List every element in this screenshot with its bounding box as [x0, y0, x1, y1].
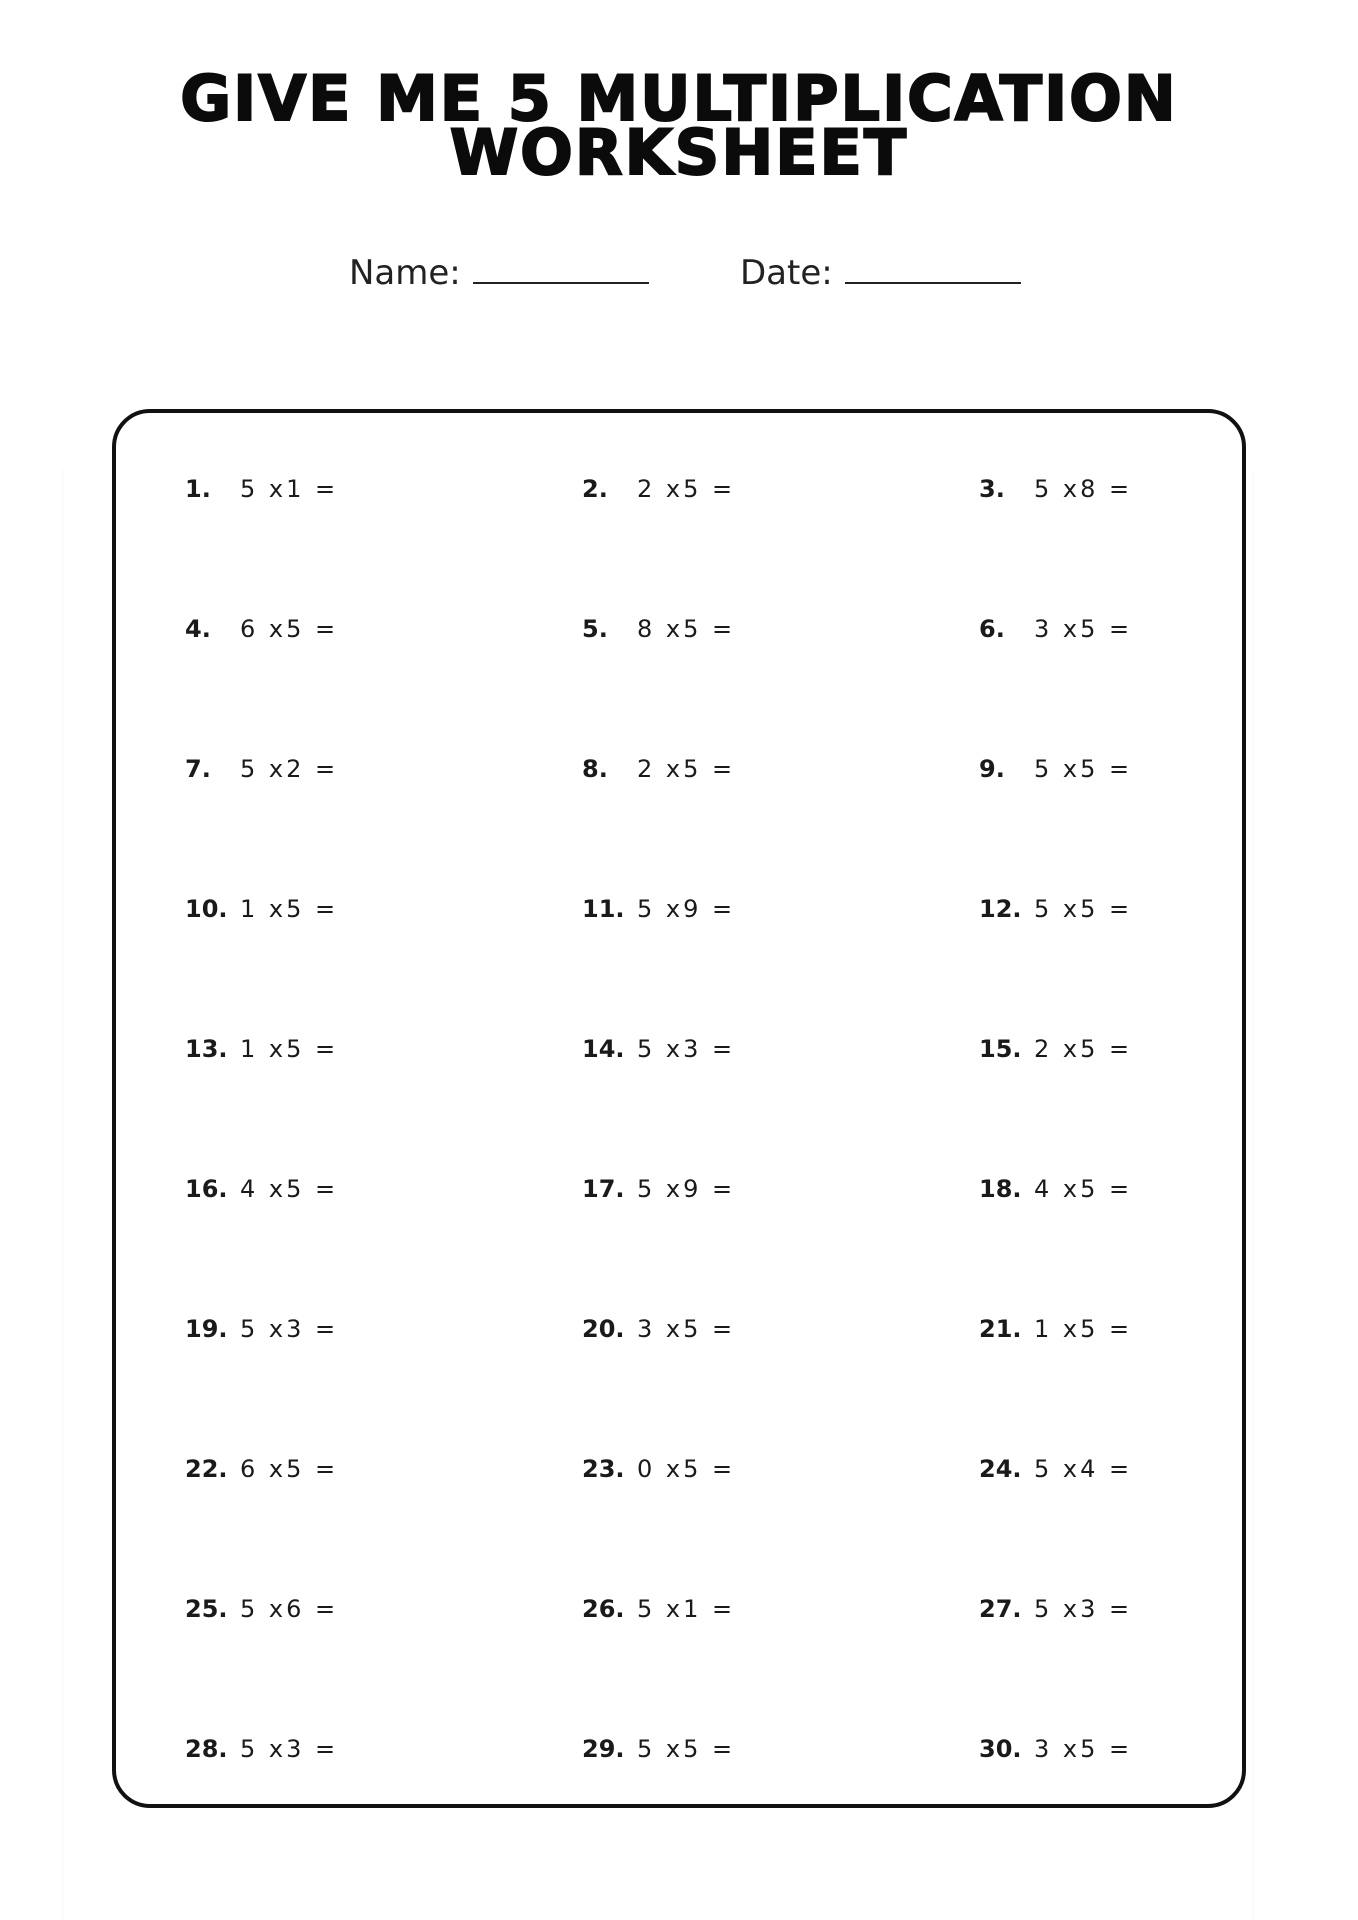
problem-expression: 5 x2 =: [240, 755, 339, 783]
problem-number: 5.: [582, 615, 608, 643]
problem-expression: 5 x1 =: [637, 1595, 736, 1623]
problem-expression: 5 x3 =: [637, 1035, 736, 1063]
problem-item: [979, 1314, 1132, 1344]
student-info-fields: [0, 252, 1358, 298]
problem-item: [185, 1034, 338, 1064]
problem-number: 24.: [979, 1455, 1022, 1483]
problem-number: 9.: [979, 755, 1005, 783]
date-field[interactable]: [740, 252, 1021, 293]
page-edge-left: [62, 470, 64, 1920]
problem-item: [979, 1734, 1132, 1764]
problem-item: [185, 474, 338, 504]
problem-item: [979, 1454, 1132, 1484]
problem-item: [979, 1034, 1132, 1064]
problem-item: [979, 474, 1132, 504]
problem-number: 27.: [979, 1595, 1022, 1623]
problem-number: 13.: [185, 1035, 228, 1063]
page-edge-right: [1252, 470, 1254, 1920]
problem-expression: 4 x5 =: [240, 1175, 339, 1203]
problem-expression: 4 x5 =: [1034, 1175, 1133, 1203]
problem-expression: 1 x5 =: [240, 1035, 339, 1063]
problem-item: [582, 1734, 735, 1764]
problem-item: [979, 754, 1132, 784]
problem-item: [185, 1454, 338, 1484]
problem-expression: 6 x5 =: [240, 1455, 339, 1483]
problem-expression: 5 x5 =: [1034, 895, 1133, 923]
problem-expression: 2 x5 =: [1034, 1035, 1133, 1063]
problem-expression: 3 x5 =: [637, 1315, 736, 1343]
problem-expression: 5 x9 =: [637, 1175, 736, 1203]
problem-item: [185, 614, 338, 644]
problem-item: [582, 1034, 735, 1064]
problem-number: 28.: [185, 1735, 228, 1763]
problem-number: 25.: [185, 1595, 228, 1623]
problem-number: 12.: [979, 895, 1022, 923]
problem-expression: 5 x4 =: [1034, 1455, 1133, 1483]
problem-item: [185, 1174, 338, 1204]
problem-expression: 5 x3 =: [1034, 1595, 1133, 1623]
problem-expression: 5 x3 =: [240, 1735, 339, 1763]
problem-item: [582, 1174, 735, 1204]
problem-item: [582, 1314, 735, 1344]
name-blank-line[interactable]: [473, 252, 649, 284]
problem-item: [582, 754, 735, 784]
problem-number: 30.: [979, 1735, 1022, 1763]
problem-expression: 5 x5 =: [637, 1735, 736, 1763]
problem-number: 3.: [979, 475, 1005, 503]
problem-number: 2.: [582, 475, 608, 503]
problem-expression: 5 x9 =: [637, 895, 736, 923]
problem-expression: 8 x5 =: [637, 615, 736, 643]
problem-number: 11.: [582, 895, 625, 923]
problem-number: 17.: [582, 1175, 625, 1203]
problem-expression: 0 x5 =: [637, 1455, 736, 1483]
problem-number: 14.: [582, 1035, 625, 1063]
title-line-1: GIVE ME 5 MULTIPLICATION: [180, 62, 1178, 135]
title-line-2: WORKSHEET: [449, 116, 909, 189]
problem-item: [582, 614, 735, 644]
problem-expression: 5 x6 =: [240, 1595, 339, 1623]
problem-item: [582, 474, 735, 504]
problem-item: [185, 1734, 338, 1764]
problem-item: [185, 754, 338, 784]
date-blank-line[interactable]: [845, 252, 1021, 284]
problem-number: 10.: [185, 895, 228, 923]
problem-expression: 5 x1 =: [240, 475, 339, 503]
problem-number: 19.: [185, 1315, 228, 1343]
problem-number: 7.: [185, 755, 211, 783]
problem-number: 1.: [185, 475, 211, 503]
problem-expression: 2 x5 =: [637, 475, 736, 503]
problem-item: [979, 894, 1132, 924]
worksheet-title: [0, 62, 1358, 189]
problem-item: [185, 894, 338, 924]
name-field[interactable]: [349, 252, 649, 293]
problem-number: 18.: [979, 1175, 1022, 1203]
problem-item: [582, 1454, 735, 1484]
problem-item: [185, 1594, 338, 1624]
date-label: Date:: [740, 253, 833, 293]
problem-item: [979, 1174, 1132, 1204]
problem-number: 16.: [185, 1175, 228, 1203]
problem-number: 22.: [185, 1455, 228, 1483]
problem-expression: 5 x8 =: [1034, 475, 1133, 503]
problem-number: 4.: [185, 615, 211, 643]
problem-number: 29.: [582, 1735, 625, 1763]
problem-expression: 1 x5 =: [240, 895, 339, 923]
name-label: Name:: [349, 253, 461, 293]
problem-item: [979, 614, 1132, 644]
problem-item: [979, 1594, 1132, 1624]
problem-number: 8.: [582, 755, 608, 783]
problem-expression: 5 x3 =: [240, 1315, 339, 1343]
problem-number: 15.: [979, 1035, 1022, 1063]
problem-item: [582, 1594, 735, 1624]
problem-item: [185, 1314, 338, 1344]
problem-number: 23.: [582, 1455, 625, 1483]
problem-number: 26.: [582, 1595, 625, 1623]
problem-item: [582, 894, 735, 924]
problem-number: 21.: [979, 1315, 1022, 1343]
problem-number: 20.: [582, 1315, 625, 1343]
problem-expression: 2 x5 =: [637, 755, 736, 783]
problem-expression: 1 x5 =: [1034, 1315, 1133, 1343]
problem-expression: 5 x5 =: [1034, 755, 1133, 783]
problem-expression: 6 x5 =: [240, 615, 339, 643]
problem-expression: 3 x5 =: [1034, 1735, 1133, 1763]
problem-number: 6.: [979, 615, 1005, 643]
problem-expression: 3 x5 =: [1034, 615, 1133, 643]
